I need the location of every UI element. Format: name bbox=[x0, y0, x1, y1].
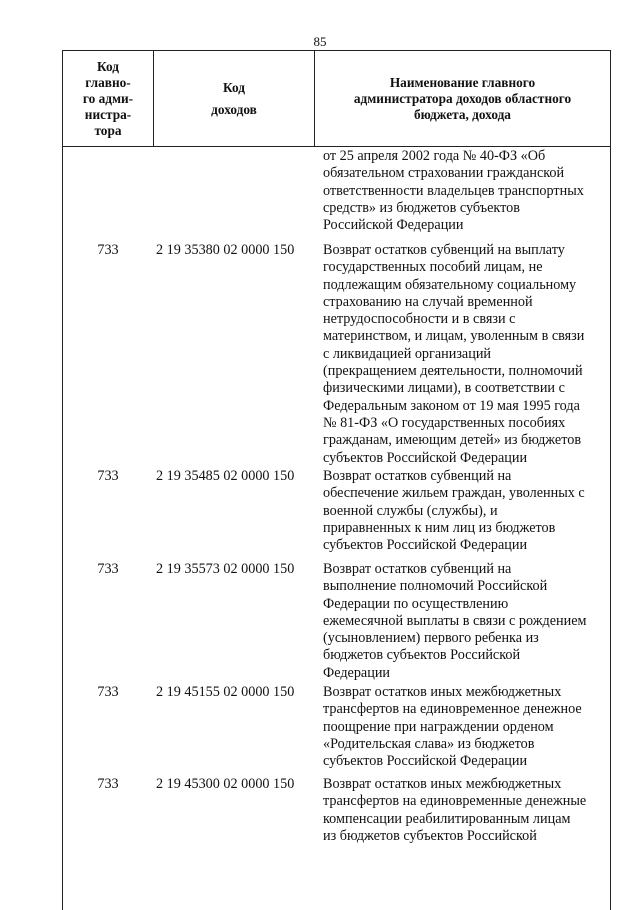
name-line: Возврат остатков субвенций на bbox=[323, 468, 512, 484]
name-line: государственных пособий лицам, не bbox=[323, 259, 543, 276]
name-line: ежемесячной выплаты в связи с рождением bbox=[323, 612, 587, 629]
header-admin-line: го адми- bbox=[82, 90, 134, 106]
name-line: субъектов Российской Федерации bbox=[323, 449, 528, 466]
header-income-code bbox=[154, 51, 315, 146]
name-line: Российской Федерации bbox=[323, 217, 464, 234]
header-admin-line: тора bbox=[94, 122, 122, 138]
name-line: Возврат остатков иных межбюджетных bbox=[323, 684, 562, 700]
name-line: выполнение полномочий Российской bbox=[323, 578, 548, 595]
income-code: 2 19 35573 02 0000 150 bbox=[156, 561, 295, 577]
name-line: Возврат остатков субвенций на выплату bbox=[323, 242, 565, 258]
name-line: бюджетов субъектов Российской bbox=[323, 647, 521, 664]
header-name bbox=[315, 51, 610, 146]
admin-code: 733 bbox=[97, 684, 119, 700]
name-line: средств» из бюджетов субъектов bbox=[323, 199, 520, 216]
header-income-line: Код bbox=[223, 79, 245, 95]
page-number: 85 bbox=[313, 34, 327, 49]
name-line: подлежащим обязательному социальному bbox=[323, 276, 577, 293]
admin-code: 733 bbox=[97, 468, 119, 484]
income-name bbox=[323, 684, 605, 770]
name-line: гражданам, имеющим детей» из бюджетов bbox=[323, 432, 582, 449]
header-admin-code bbox=[63, 51, 154, 146]
name-line: (прекращением деятельности, полномочий bbox=[323, 363, 583, 380]
name-line: нетрудоспособности и в связи с bbox=[323, 311, 516, 328]
income-name bbox=[323, 561, 605, 682]
header-admin-line: нистра- bbox=[84, 106, 132, 122]
name-line: материнством, и лицам, уволенным в связи bbox=[323, 328, 585, 345]
header-income-line: доходов bbox=[211, 101, 257, 117]
name-line: физическими лицами), в соответствии с bbox=[323, 380, 565, 397]
name-line: субъектов Российской Федерации bbox=[323, 537, 528, 554]
name-line: Возврат остатков иных межбюджетных bbox=[323, 776, 562, 792]
name-line: (усыновлением) первого ребенка из bbox=[323, 630, 539, 647]
name-line: Федеральным законом от 19 мая 1995 года bbox=[323, 397, 580, 414]
header-name-line: бюджета, дохода bbox=[414, 106, 511, 122]
admin-code: 733 bbox=[97, 776, 119, 792]
name-line: страхованию на случай временной bbox=[323, 293, 533, 310]
income-name bbox=[323, 242, 605, 467]
name-line: приравненных к ним лиц из бюджетов bbox=[323, 519, 556, 536]
name-line: поощрение при награждении орденом bbox=[323, 718, 554, 735]
income-code: 2 19 35380 02 0000 150 bbox=[156, 242, 295, 258]
income-codes-table bbox=[62, 50, 611, 910]
income-code: 2 19 45155 02 0000 150 bbox=[156, 684, 295, 700]
name-line: трансфертов на единовременное денежное bbox=[323, 701, 582, 718]
header-name-line: администратора доходов областного bbox=[353, 90, 572, 106]
name-line: с ликвидацией организаций bbox=[323, 345, 492, 362]
name-line: из бюджетов субъектов Российской bbox=[323, 827, 537, 844]
name-line: субъектов Российской Федерации bbox=[323, 753, 528, 770]
table-header bbox=[63, 50, 610, 147]
name-line: обеспечение жильем граждан, уволенных с bbox=[323, 485, 585, 502]
admin-code: 733 bbox=[97, 561, 119, 577]
name-line: военной службы (службы), и bbox=[323, 502, 498, 519]
admin-code: 733 bbox=[97, 242, 119, 258]
name-line: «Родительская слава» из бюджетов bbox=[323, 735, 535, 752]
name-line: обязательном страховании гражданской bbox=[323, 165, 565, 182]
name-line: трансфертов на единовременные денежные bbox=[323, 793, 587, 810]
name-line: компенсации реабилитированным лицам bbox=[323, 810, 571, 827]
income-name bbox=[323, 776, 605, 845]
name-line: № 81-ФЗ «О государственных пособиях bbox=[323, 414, 566, 431]
header-name-line: Наименование главного bbox=[389, 74, 536, 90]
name-line: от 25 апреля 2002 года № 40-ФЗ «Об bbox=[323, 148, 546, 164]
name-line: Федерации по осуществлению bbox=[323, 595, 509, 612]
income-code: 2 19 45300 02 0000 150 bbox=[156, 776, 295, 792]
header-admin-line: Код bbox=[97, 58, 119, 74]
income-code: 2 19 35485 02 0000 150 bbox=[156, 468, 295, 484]
header-admin-line: главно- bbox=[85, 74, 131, 90]
name-line: Федерации bbox=[323, 664, 391, 681]
name-line: ответственности владельцев транспортных bbox=[323, 182, 584, 199]
income-name bbox=[323, 148, 605, 234]
name-line: Возврат остатков субвенций на bbox=[323, 561, 512, 577]
income-name bbox=[323, 468, 605, 554]
